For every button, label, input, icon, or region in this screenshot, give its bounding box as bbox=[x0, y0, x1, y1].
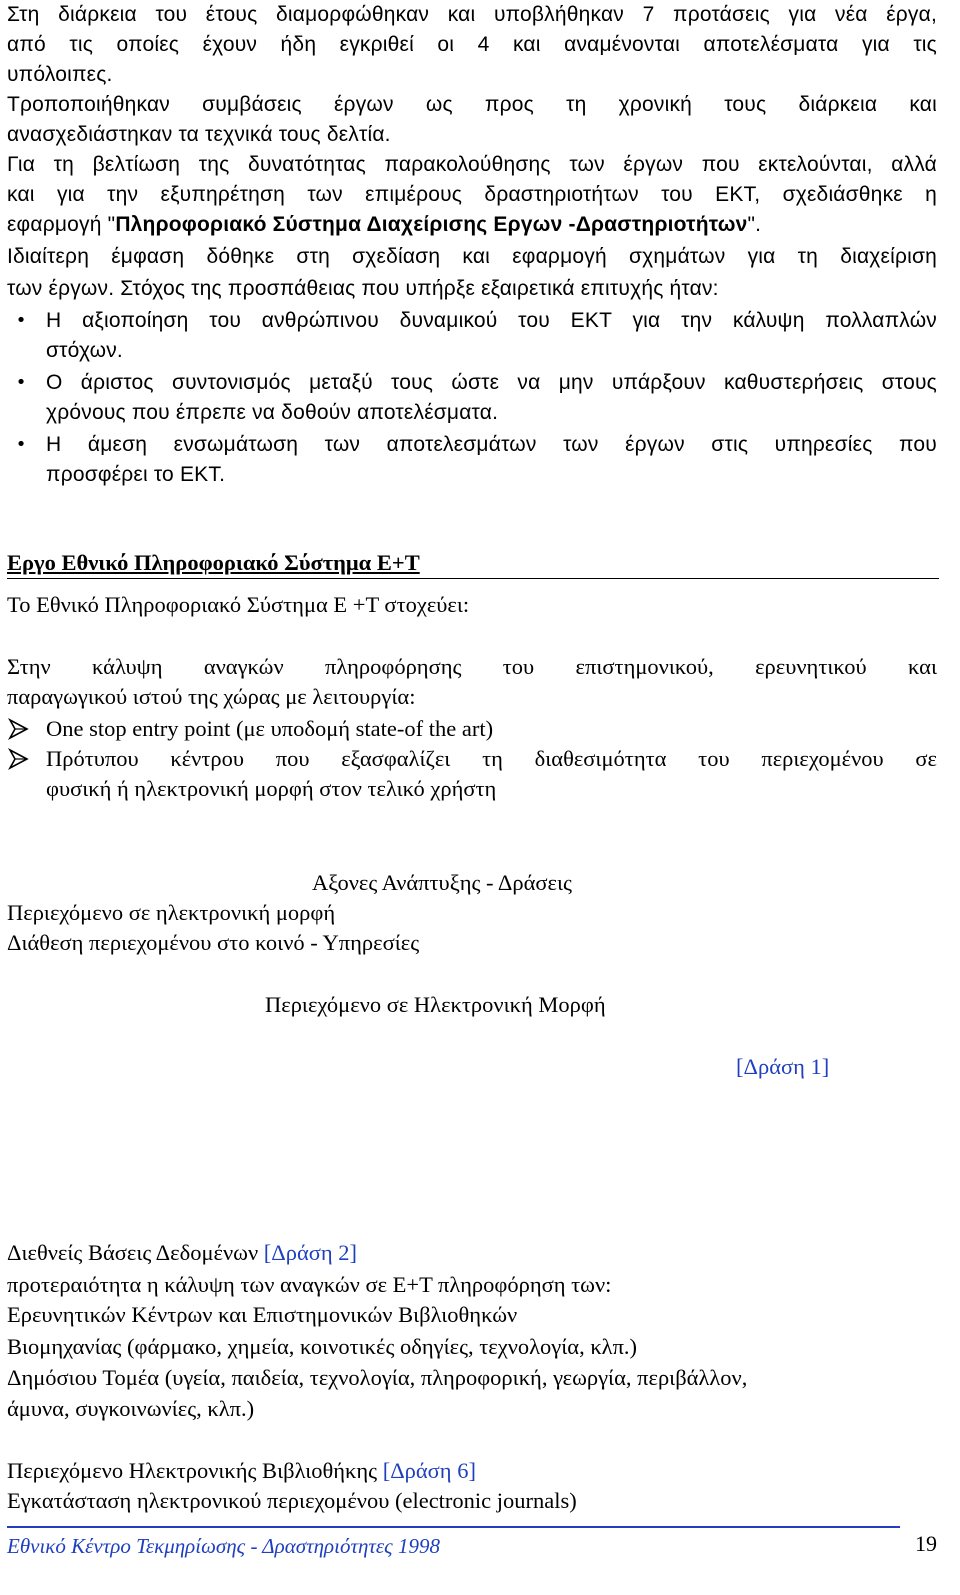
paragraph-line: Τροποποιήθηκαν συμβάσεις έργων ως προς τη χρονική τους διάρκεια και bbox=[7, 93, 937, 116]
paragraph-line: προτεραιότητα η κάλυψη των αναγκών σε Ε+Τ πληροφόρηση των: bbox=[7, 1272, 612, 1297]
arrow-item: Πρότυπου κέντρου που εξασφαλίζει τη διαθεσιμότητα του περιεχομένου σε bbox=[46, 746, 937, 771]
bullet-item: Η άμεση ενσωμάτωση των αποτελεσμάτων των έργων στις υπηρεσίες που bbox=[46, 433, 937, 456]
page-number: 19 bbox=[915, 1531, 937, 1556]
bullet-icon: • bbox=[15, 434, 27, 455]
footer-text: Εθνικό Κέντρο Τεκμηρίωσης - Δραστηριότητες 1998 bbox=[7, 1534, 440, 1558]
bullet-item-continuation: χρόνους που έπρεπε να δοθούν αποτελέσματα. bbox=[46, 401, 499, 424]
arrow-bullet-icon bbox=[7, 714, 35, 744]
paragraph-line: και για την εξυπηρέτηση των επιμέρους δραστηριοτήτων του ΕΚΤ, σχεδιάσθηκε η bbox=[7, 183, 937, 206]
paragraph-line: υπόλοιπες. bbox=[7, 63, 113, 86]
paragraph-line bbox=[7, 1456, 937, 1486]
bullet-icon: • bbox=[15, 372, 27, 393]
paragraph-line: άμυνα, συγκοινωνίες, κλπ.) bbox=[7, 1396, 255, 1421]
paragraph-line: από τις οποίες έχουν ήδη εγκριθεί οι 4 και αναμένονται αποτελέσματα για τις bbox=[7, 33, 937, 56]
paragraph-line: παραγωγικού ιστού της χώρας με λειτουργία: bbox=[7, 684, 416, 709]
paragraph-line: Εγκατάσταση ηλεκτρονικού περιεχομένου (electronic journals) bbox=[7, 1488, 577, 1513]
intl-databases-label: Διεθνείς Βάσεις Δεδομένων bbox=[7, 1240, 264, 1265]
paragraph-line bbox=[7, 1238, 937, 1268]
heading-rule bbox=[7, 578, 939, 579]
arrow-item-continuation: φυσική ή ηλεκτρονική μορφή στον τελικό χρήστη bbox=[46, 776, 497, 801]
paragraph-text: εφαρμογή " bbox=[7, 213, 116, 236]
paragraph-line: ανασχεδιάστηκαν τα τεχνικά τους δελτία. bbox=[7, 123, 391, 146]
action-2-link[interactable]: [Δράση 2] bbox=[263, 1240, 357, 1265]
axis-item: Διάθεση περιεχομένου στο κοινό - Υπηρεσίες bbox=[7, 930, 420, 955]
action-1-link[interactable]: [Δράση 1] bbox=[736, 1054, 830, 1079]
arrow-item: One stop entry point (με υποδομή state-of the art) bbox=[46, 716, 494, 741]
paragraph-line: Ερευνητικών Κέντρων και Επιστημονικών Βιβλιοθηκών bbox=[7, 1302, 518, 1327]
axis-item: Περιεχόμενο σε ηλεκτρονική μορφή bbox=[7, 900, 336, 925]
paragraph-line: Για τη βελτίωση της δυνατότητας παρακολούθησης των έργων που εκτελούνται, αλλά bbox=[7, 153, 937, 176]
paragraph-line bbox=[7, 210, 937, 240]
footer-rule bbox=[7, 1526, 900, 1528]
bullet-item-continuation: στόχων. bbox=[46, 339, 123, 362]
bullet-item: Η αξιοποίηση του ανθρώπινου δυναμικού του ΕΚΤ για την κάλυψη πολλαπλών bbox=[46, 309, 937, 332]
axes-title: Αξονες Ανάπτυξης - Δράσεις bbox=[312, 870, 572, 895]
section-heading: Εργο Εθνικό Πληροφοριακό Σύστημα Ε+Τ bbox=[7, 550, 420, 575]
action-6-link[interactable]: [Δράση 6] bbox=[382, 1458, 476, 1483]
bullet-item: Ο άριστος συντονισμός μεταξύ τους ώστε να μην υπάρξουν καθυστερήσεις στους bbox=[46, 371, 937, 394]
paragraph-line: Στη διάρκεια του έτους διαμορφώθηκαν και υποβλήθηκαν 7 προτάσεις για νέα έργα, bbox=[7, 3, 937, 26]
paragraph-line: Ιδιαίτερη έμφαση δόθηκε στη σχεδίαση και εφαρμογή σχημάτων για τη διαχείριση bbox=[7, 245, 937, 268]
paragraph-line: Βιομηχανίας (φάρμακο, χημεία, κοινοτικές οδηγίες, τεχνολογία, κλπ.) bbox=[7, 1334, 638, 1359]
paragraph-line: Δημόσιου Τομέα (υγεία, παιδεία, τεχνολογία, πληροφορική, γεωργία, περιβάλλον, bbox=[7, 1365, 748, 1390]
system-name-bold: Πληροφοριακό Σύστημα Διαχείρισης Εργων -Δραστηριοτήτων bbox=[115, 213, 748, 236]
section-intro: Το Εθνικό Πληροφοριακό Σύστημα Ε +Τ στοχεύει: bbox=[7, 592, 470, 617]
bullet-icon: • bbox=[15, 310, 27, 331]
bullet-item-continuation: προσφέρει το ΕΚΤ. bbox=[46, 463, 226, 486]
paragraph-text: ". bbox=[747, 213, 762, 236]
arrow-bullet-icon bbox=[7, 744, 35, 774]
paragraph-line: των έργων. Στόχος της προσπάθειας που υπήρξε εξαιρετικά επιτυχής ήταν: bbox=[7, 277, 719, 300]
content-title: Περιεχόμενο σε Ηλεκτρονική Μορφή bbox=[265, 992, 606, 1017]
electronic-library-label: Περιεχόμενο Ηλεκτρονικής Βιβλιοθήκης bbox=[7, 1458, 383, 1483]
paragraph-line: Στην κάλυψη αναγκών πληροφόρησης του επιστημονικού, ερευνητικού και bbox=[7, 654, 937, 679]
